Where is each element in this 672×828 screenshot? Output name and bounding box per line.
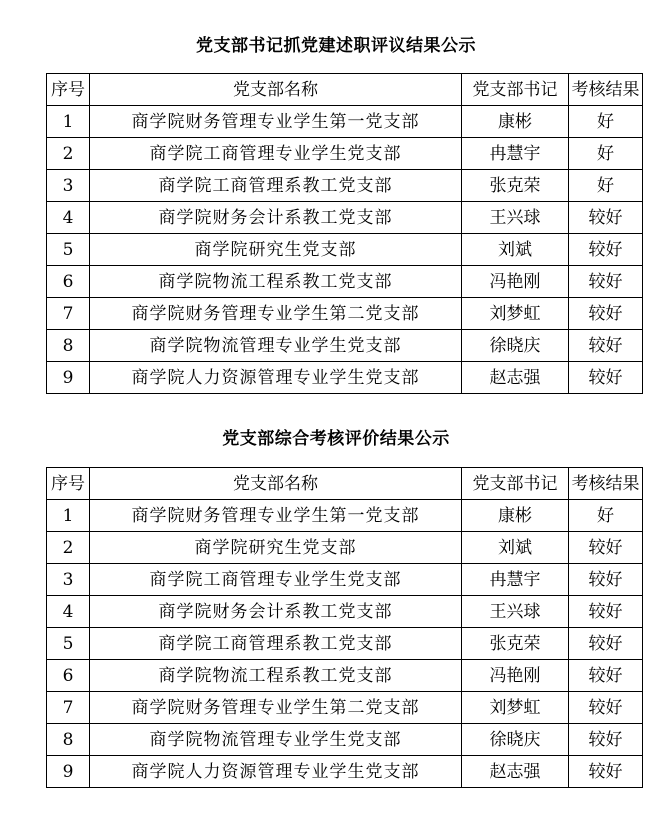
- header-no: 序号: [47, 74, 90, 106]
- cell-secretary: 张克荣: [462, 628, 569, 660]
- cell-no: 4: [47, 202, 90, 234]
- cell-branch-name: 商学院研究生党支部: [90, 234, 462, 266]
- table-row: [47, 500, 643, 532]
- table-header-row: [47, 74, 643, 106]
- cell-secretary: 康彬: [462, 500, 569, 532]
- cell-branch-name: 商学院工商管理系教工党支部: [90, 170, 462, 202]
- cell-no: 9: [47, 756, 90, 788]
- cell-result: 较好: [569, 266, 643, 298]
- cell-result: 好: [569, 170, 643, 202]
- cell-result: 较好: [569, 202, 643, 234]
- header-branch-name: 党支部名称: [90, 468, 462, 500]
- cell-result: 较好: [569, 532, 643, 564]
- cell-branch-name: 商学院工商管理专业学生党支部: [90, 564, 462, 596]
- header-branch-name: 党支部名称: [90, 74, 462, 106]
- cell-no: 3: [47, 170, 90, 202]
- table-row: [47, 660, 643, 692]
- cell-branch-name: 商学院物流管理专业学生党支部: [90, 330, 462, 362]
- cell-no: 5: [47, 234, 90, 266]
- cell-result: 较好: [569, 628, 643, 660]
- table-row: [47, 628, 643, 660]
- table-row: [47, 234, 643, 266]
- cell-no: 9: [47, 362, 90, 394]
- cell-secretary: 徐晓庆: [462, 330, 569, 362]
- cell-result: 好: [569, 138, 643, 170]
- cell-secretary: 赵志强: [462, 362, 569, 394]
- cell-secretary: 张克荣: [462, 170, 569, 202]
- table-row: [47, 106, 643, 138]
- table-row: [47, 756, 643, 788]
- cell-branch-name: 商学院物流管理专业学生党支部: [90, 724, 462, 756]
- cell-no: 2: [47, 138, 90, 170]
- cell-secretary: 冉慧宇: [462, 564, 569, 596]
- cell-branch-name: 商学院物流工程系教工党支部: [90, 660, 462, 692]
- cell-no: 7: [47, 298, 90, 330]
- table-row: [47, 724, 643, 756]
- cell-result: 好: [569, 500, 643, 532]
- cell-result: 较好: [569, 596, 643, 628]
- cell-secretary: 刘斌: [462, 234, 569, 266]
- cell-no: 3: [47, 564, 90, 596]
- table-row: [47, 202, 643, 234]
- cell-branch-name: 商学院物流工程系教工党支部: [90, 266, 462, 298]
- cell-result: 较好: [569, 330, 643, 362]
- table-row: [47, 532, 643, 564]
- cell-no: 6: [47, 266, 90, 298]
- header-secretary: 党支部书记: [462, 468, 569, 500]
- review-results-table: [46, 73, 643, 394]
- cell-result: 较好: [569, 660, 643, 692]
- cell-no: 4: [47, 596, 90, 628]
- table-row: [47, 564, 643, 596]
- cell-branch-name: 商学院财务管理专业学生第二党支部: [90, 692, 462, 724]
- table-row: [47, 298, 643, 330]
- cell-no: 7: [47, 692, 90, 724]
- table-header-row: [47, 468, 643, 500]
- cell-branch-name: 商学院财务会计系教工党支部: [90, 202, 462, 234]
- cell-result: 较好: [569, 298, 643, 330]
- cell-secretary: 冉慧宇: [462, 138, 569, 170]
- cell-branch-name: 商学院人力资源管理专业学生党支部: [90, 362, 462, 394]
- cell-secretary: 王兴球: [462, 202, 569, 234]
- cell-no: 1: [47, 106, 90, 138]
- cell-secretary: 康彬: [462, 106, 569, 138]
- table-row: [47, 138, 643, 170]
- cell-result: 较好: [569, 362, 643, 394]
- cell-result: 好: [569, 106, 643, 138]
- cell-secretary: 徐晓庆: [462, 724, 569, 756]
- cell-branch-name: 商学院财务管理专业学生第二党支部: [90, 298, 462, 330]
- cell-branch-name: 商学院工商管理系教工党支部: [90, 628, 462, 660]
- cell-secretary: 冯艳刚: [462, 266, 569, 298]
- cell-secretary: 刘梦虹: [462, 298, 569, 330]
- cell-branch-name: 商学院财务管理专业学生第一党支部: [90, 106, 462, 138]
- cell-result: 较好: [569, 724, 643, 756]
- comprehensive-results-table: [46, 467, 643, 788]
- cell-result: 较好: [569, 756, 643, 788]
- cell-result: 较好: [569, 564, 643, 596]
- cell-result: 较好: [569, 692, 643, 724]
- header-secretary: 党支部书记: [462, 74, 569, 106]
- cell-branch-name: 商学院人力资源管理专业学生党支部: [90, 756, 462, 788]
- table-row: [47, 692, 643, 724]
- cell-no: 6: [47, 660, 90, 692]
- cell-no: 2: [47, 532, 90, 564]
- table2-title: 党支部综合考核评价结果公示: [222, 429, 450, 449]
- cell-secretary: 刘斌: [462, 532, 569, 564]
- cell-no: 5: [47, 628, 90, 660]
- cell-branch-name: 商学院工商管理专业学生党支部: [90, 138, 462, 170]
- header-no: 序号: [47, 468, 90, 500]
- cell-secretary: 赵志强: [462, 756, 569, 788]
- cell-secretary: 冯艳刚: [462, 660, 569, 692]
- header-result: 考核结果: [569, 74, 643, 106]
- cell-branch-name: 商学院研究生党支部: [90, 532, 462, 564]
- table-row: [47, 170, 643, 202]
- cell-secretary: 王兴球: [462, 596, 569, 628]
- cell-no: 1: [47, 500, 90, 532]
- cell-result: 较好: [569, 234, 643, 266]
- cell-secretary: 刘梦虹: [462, 692, 569, 724]
- cell-no: 8: [47, 330, 90, 362]
- table-row: [47, 330, 643, 362]
- table-row: [47, 362, 643, 394]
- header-result: 考核结果: [569, 468, 643, 500]
- cell-branch-name: 商学院财务管理专业学生第一党支部: [90, 500, 462, 532]
- table-row: [47, 266, 643, 298]
- table1-title: 党支部书记抓党建述职评议结果公示: [196, 36, 476, 56]
- table-row: [47, 596, 643, 628]
- cell-no: 8: [47, 724, 90, 756]
- cell-branch-name: 商学院财务会计系教工党支部: [90, 596, 462, 628]
